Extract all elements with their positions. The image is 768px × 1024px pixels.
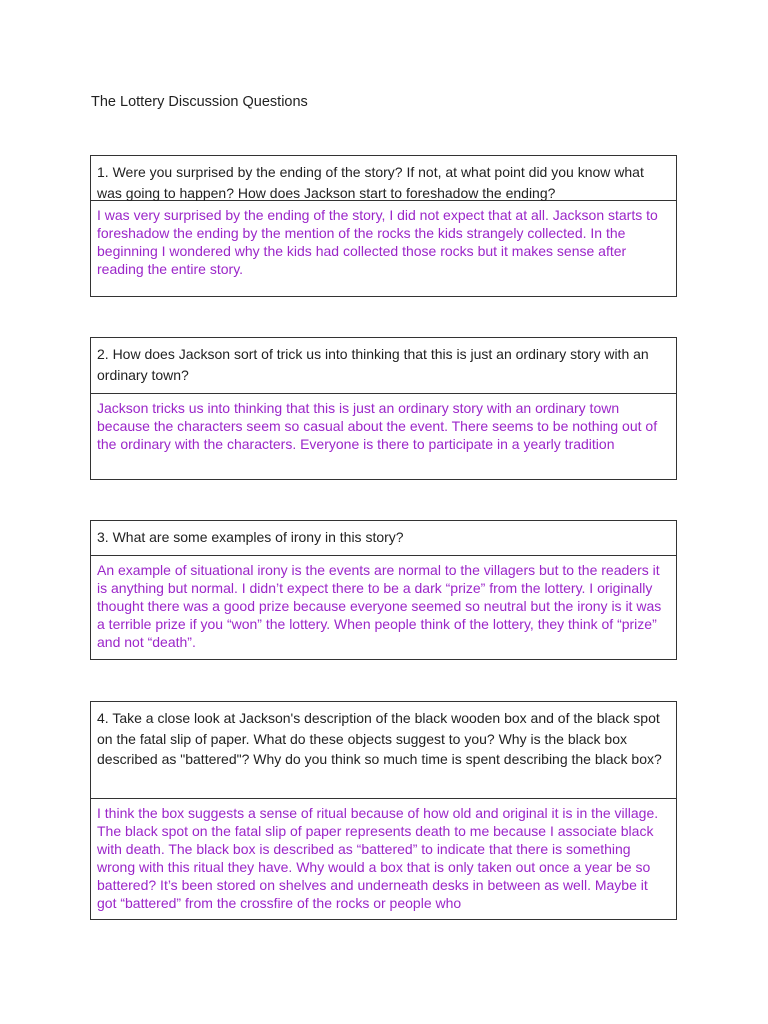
question-box-1: [90, 155, 677, 297]
page-title: The Lottery Discussion Questions: [91, 94, 308, 110]
answer-4-text: I think the box suggests a sense of ritual because of how old and original it is in the village. The black spot on the fatal slip of paper represents death to me because I associate black with death. The black box is described as “battered” to indicate that there is something wrong with this ritual they have. Why would a box that is only taken out once a year be so battered? It’s been stored on shelves and underneath desks in between as well. Maybe it got “battered” from the crossfire of the rocks or people who: [97, 805, 659, 911]
question-2-text: 2. How does Jackson sort of trick us into thinking that this is just an ordinary story with an ordinary town?: [91, 338, 676, 394]
question-box-3: [90, 520, 677, 660]
answer-1-text: I was very surprised by the ending of the story, I did not expect that at all. Jackson starts to foreshadow the ending by the mention of the rocks the kids strangely collected. In the beginning I wondered why the kids had collected those rocks but it makes sense after reading the entire story.: [97, 207, 658, 277]
question-box-2: [90, 337, 677, 480]
question-4-text: 4. Take a close look at Jackson's description of the black wooden box and of the black spot on the fatal slip of paper. What do these objects suggest to you? Why is the black box described as "battered"? Why do you think so much time is spent describing the black box?: [91, 702, 676, 799]
question-1-text: 1. Were you surprised by the ending of the story? If not, at what point did you know what was going to happen? How does Jackson start to foreshadow the ending?: [91, 156, 676, 201]
answer-3-text: An example of situational irony is the events are normal to the villagers but to the readers it is anything but normal. I didn’t expect there to be a dark “prize” from the lottery. I originally thought there was a good prize because everyone seemed so neutral but the irony is it was a terrible prize if you “won” the lottery. When people think of the lottery, they think of “prize” and not “death”.: [97, 562, 662, 650]
question-3-text: 3. What are some examples of irony in this story?: [91, 521, 676, 556]
answer-2-text: Jackson tricks us into thinking that this is just an ordinary story with an ordinary town because the characters seem so casual about the event. There seems to be nothing out of the ordinary with the characters. Everyone is there to participate in a yearly tradition: [97, 400, 658, 452]
question-box-4: [90, 701, 677, 920]
